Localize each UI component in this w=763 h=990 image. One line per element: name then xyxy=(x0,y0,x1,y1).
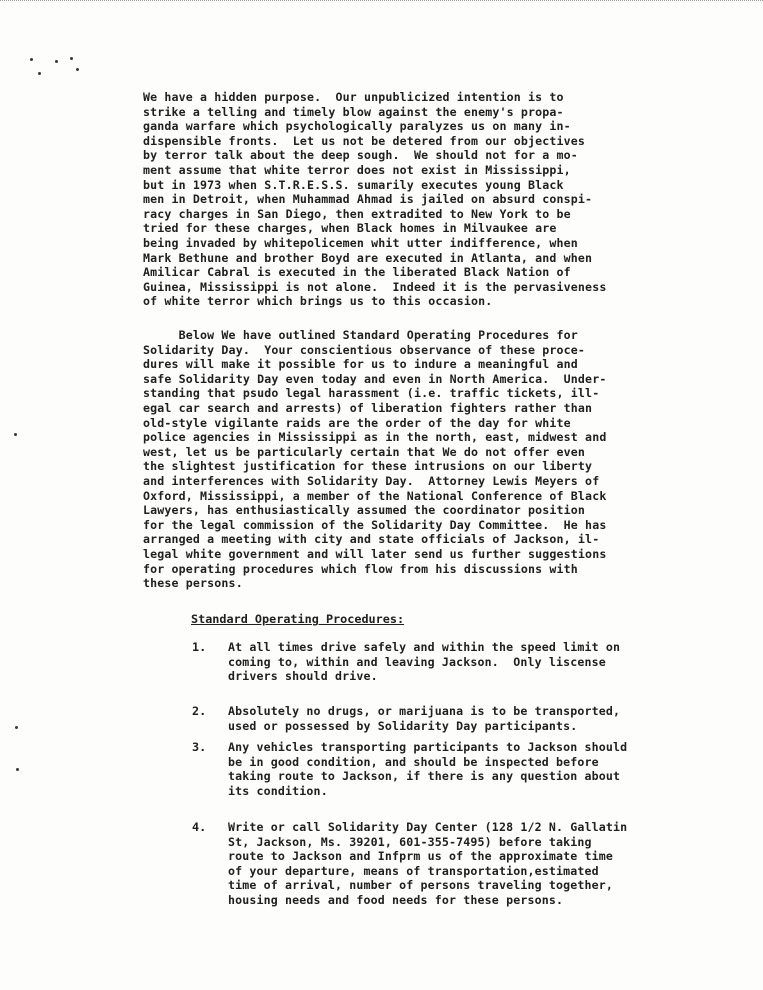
scan-speck xyxy=(70,57,73,60)
scan-speck xyxy=(14,433,17,436)
procedure-number: 2. xyxy=(192,704,207,718)
page-top-edge xyxy=(0,0,763,4)
scan-speck xyxy=(16,768,19,771)
paragraph-hidden-purpose: We have a hidden purpose. Our unpublicized intention is to strike a telling and timely blow against the enemy's propa- ganda warfare which psychologically paralyzes us on many in- dispensible fronts. Let us not be detered from our objectives by terror talk about the deep sough. We should not for a mo- ment assume that white terror does not exist in Mississippi, but in 1973 when S.T.R.E.S.S. sumarily executes young Black men in Detroit, when Muhammad Ahmad is jailed on absurd conspi- racy charges in San Diego, then extradited to New York to be tried for these charges, when Black homes in Milvaukee are being invaded by whitepolicemen whit utter indifference, when Mark Bethune and brother Boyd are executed in Atlanta, and when Amilicar Cabral is executed in the liberated Black Nation of Guinea, Mississippi is not alone. Indeed it is the pervasiveness of white terror which brings us to this occasion. xyxy=(143,90,607,309)
scan-speck xyxy=(15,726,18,729)
procedure-text: At all times drive safely and within the speed limit on coming to, within and leaving Jackson. Only liscense drivers should drive. xyxy=(228,640,621,684)
paragraph-operating-procedures-intro: Below We have outlined Standard Operating Procedures for Solidarity Day. Your conscientious observance of these proce- dures will make it possible for us to indure a meaningful and safe Solidarity Day even today and even in North America. Under- standing that psudo legal harassment (i.e. traffic tickets, ill- egal car search and arrests) of liberation fighters rather than old-style vigilante raids are the order of the day for white police agencies in Mississippi as in the north, east, midwest and west, let us be particularly certain that We do not offer even the slightest justification for these intrusions on our liberty and interferences with Solidarity Day. Attorney Lewis Meyers of Oxford, Mississippi, a member of the National Conference of Black Lawyers, has enthusiastically assumed the coordinator position for the legal commission of the Solidarity Day Committee. He has arranged a meeting with city and state officials of Jackson, il- legal white government and will later send us further suggestions for operating procedures which flow from his discussions with these persons. xyxy=(143,328,607,591)
procedure-text: Absolutely no drugs, or marijuana is to be transported, used or possessed by Solidarity Day participants. xyxy=(228,704,621,733)
procedures-heading: Standard Operating Procedures: xyxy=(191,612,405,626)
procedure-number: 1. xyxy=(192,640,207,654)
procedure-number: 3. xyxy=(192,740,207,754)
scan-speck xyxy=(76,68,79,71)
scan-speck xyxy=(55,60,58,63)
scan-speck xyxy=(30,58,33,61)
procedure-text: Write or call Solidarity Day Center (128 1/2 N. Gallatin St, Jackson, Ms. 39201, 601-355-7495) before taking route to Jackson and Infprm us of the approximate time of your departure, means of transportation,estimated time of arrival, number of persons traveling together, housing needs and food needs for these persons. xyxy=(228,820,628,907)
procedure-text: Any vehicles transporting participants to Jackson should be in good condition, and should be inspected before taking route to Jackson, if there is any question about its condition. xyxy=(228,740,628,798)
procedure-number: 4. xyxy=(192,820,207,834)
scan-speck xyxy=(38,72,41,75)
